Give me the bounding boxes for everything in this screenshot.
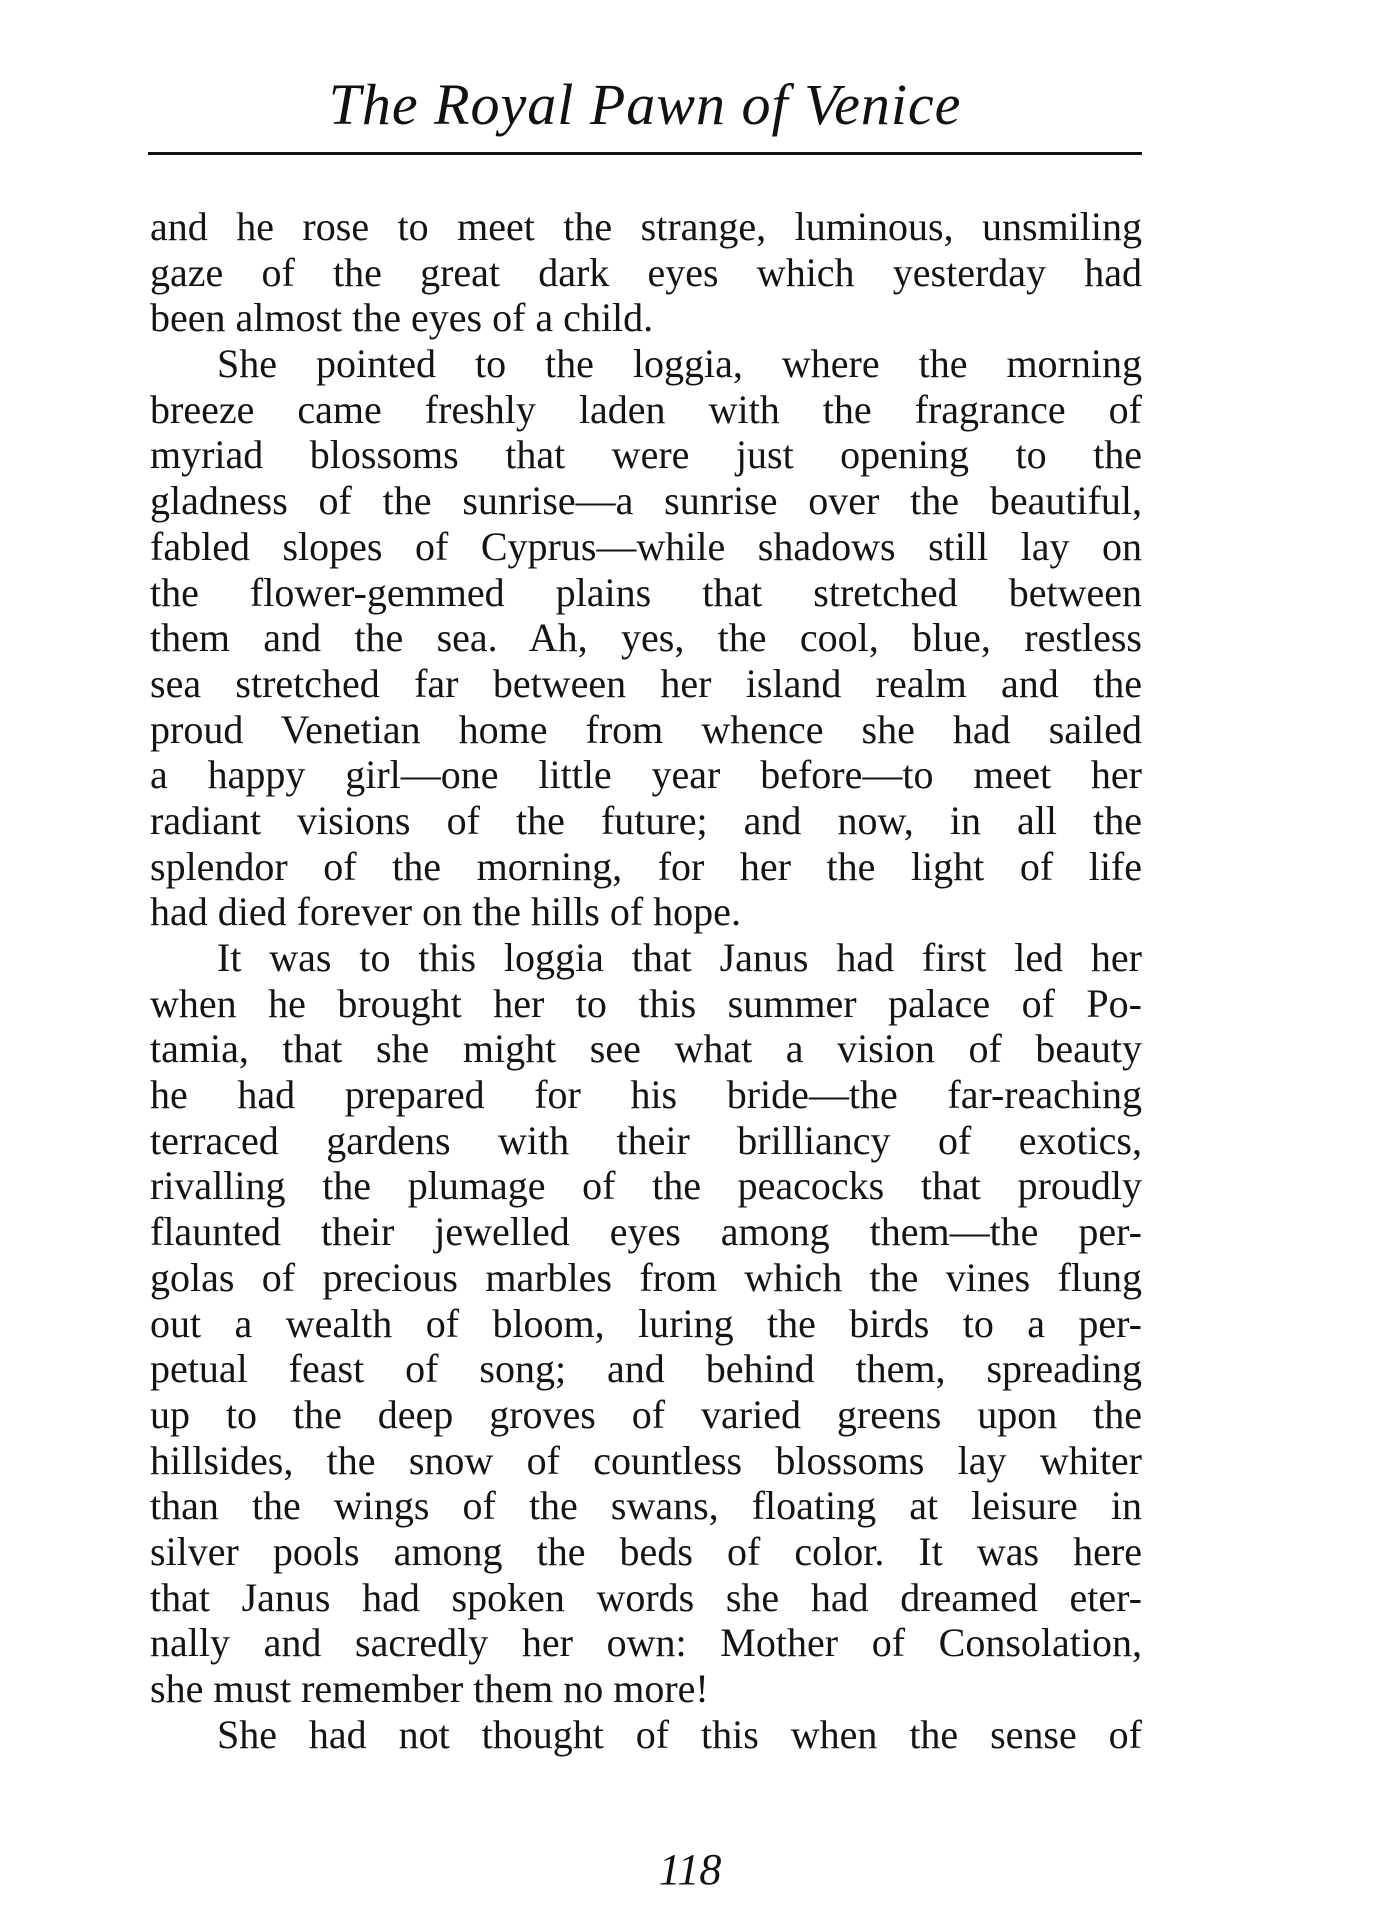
page-header-title: The Royal Pawn of Venice — [328, 72, 962, 137]
text-line: silver pools among the beds of color. It was here — [150, 1528, 1142, 1574]
text-line: had died forever on the hills of hope. — [150, 889, 741, 935]
text-line: hillsides, the snow of countless blossoms lay whiter — [150, 1437, 1142, 1483]
text-line: splendor of the morning, for her the light of life — [150, 843, 1142, 889]
text-line: petual feast of song; and behind them, spreading — [150, 1346, 1142, 1392]
text-line: rivalling the plumage of the peacocks that proudly — [150, 1163, 1142, 1209]
text-line: gaze of the great dark eyes which yesterday had — [150, 249, 1142, 295]
text-line: and he rose to meet the strange, luminous, unsmiling — [150, 204, 1142, 249]
text-line: up to the deep groves of varied greens upon the — [150, 1391, 1142, 1437]
text-line: radiant visions of the future; and now, in all the — [150, 797, 1142, 843]
text-line: sea stretched far between her island realm and the — [150, 660, 1142, 706]
text-line: he had prepared for his bride—the far-reaching — [150, 1072, 1142, 1118]
header-rule — [148, 152, 1142, 155]
text-line: tamia, that she might see what a vision of beauty — [150, 1026, 1142, 1072]
text-line: golas of precious marbles from which the vines flung — [150, 1254, 1142, 1300]
text-line: a happy girl—one little year before—to meet her — [150, 752, 1142, 798]
text-line: she must remember them no more! — [150, 1666, 709, 1711]
page-number: 118 — [658, 1845, 722, 1894]
text-line: gladness of the sunrise—a sunrise over the beautiful, — [150, 478, 1142, 524]
text-line: It was to this loggia that Janus had first led her — [217, 935, 1142, 980]
text-line: She had not thought of this when the sense of — [217, 1711, 1142, 1757]
body-text — [150, 204, 1142, 1757]
text-line: them and the sea. Ah, yes, the cool, blue, restless — [150, 615, 1142, 661]
text-line: the flower-gemmed plains that stretched between — [150, 569, 1142, 615]
text-line: terraced gardens with their brilliancy of exotics, — [150, 1117, 1142, 1163]
text-line: flaunted their jewelled eyes among them—the per- — [150, 1209, 1142, 1255]
text-line: breeze came freshly laden with the fragrance of — [150, 386, 1142, 432]
text-line: when he brought her to this summer palace of Po- — [150, 980, 1142, 1026]
text-line: proud Venetian home from whence she had sailed — [150, 706, 1142, 752]
text-line: been almost the eyes of a child. — [150, 295, 654, 341]
text-line: nally and sacredly her own: Mother of Consolation, — [150, 1620, 1142, 1666]
text-line: than the wings of the swans, floating at leisure in — [150, 1483, 1142, 1529]
text-line: that Janus had spoken words she had dreamed eter- — [150, 1574, 1142, 1620]
text-line: fabled slopes of Cyprus—while shadows still lay on — [150, 523, 1142, 569]
text-line: She pointed to the loggia, where the morning — [217, 341, 1142, 387]
text-line: myriad blossoms that were just opening to the — [150, 432, 1142, 478]
text-line: out a wealth of bloom, luring the birds to a per- — [150, 1300, 1142, 1346]
